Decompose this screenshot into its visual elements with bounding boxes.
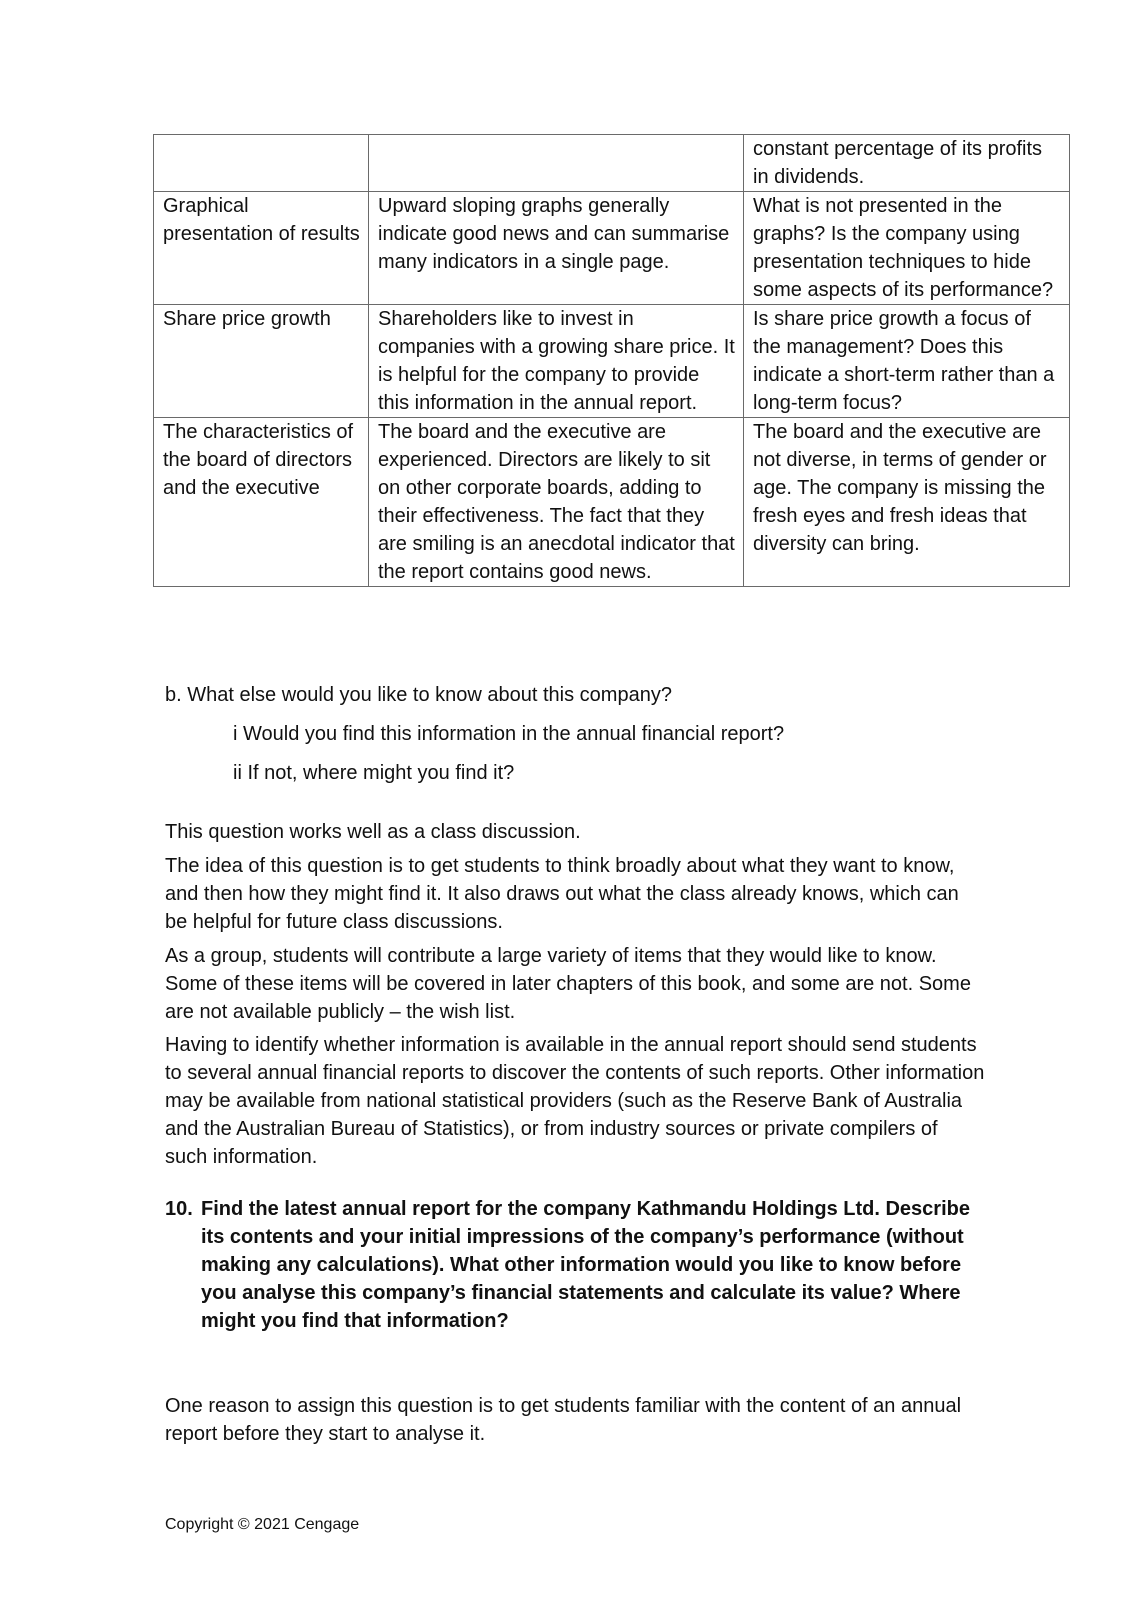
answer-paragraph: The idea of this question is to get students to think broadly about what they want to know, and then how they might find it. It also draws out what the class already knows, which can be helpful for future class discussions. <box>165 855 959 933</box>
evaluation-table <box>153 134 1070 587</box>
question-b: b. What else would you like to know about this company? <box>165 684 672 706</box>
table-cell <box>369 135 744 192</box>
table-cell: Is share price growth a focus of the management? Does this indicate a short-term rather than a long-term focus? <box>744 305 1070 418</box>
answer-paragraph: Having to identify whether information is available in the annual report should send students to several annual financial reports to discover the contents of such reports. Other information may be available from national statistical providers (such as the Reserve Bank of Australia and the Australian Bureau of Statistics), or from industry sources or private compilers of such information. <box>165 1034 985 1168</box>
table-cell: Graphical presentation of results <box>154 192 369 305</box>
table-cell: The characteristics of the board of directors and the executive <box>154 418 369 587</box>
question-text: Find the latest annual report for the company Kathmandu Holdings Ltd. Describe its contents and your initial impressions of the company’s performance (without making any calculations). What other information would you like to know before you analyse this company’s financial statements and calculate its value? Where might you find that information? <box>201 1198 970 1332</box>
answer-paragraph: As a group, students will contribute a large variety of items that they would like to know. Some of these items will be covered in later chapters of this book, and some are not. Some are not available publicly – the wish list. <box>165 945 971 1023</box>
table-row <box>154 135 1070 192</box>
table-cell: The board and the executive are not diverse, in terms of gender or age. The company is missing the fresh eyes and fresh ideas that diversity can bring. <box>744 418 1070 587</box>
copyright-footer: Copyright © 2021 Cengage <box>165 1516 360 1533</box>
table-cell: constant percentage of its profits in dividends. <box>744 135 1070 192</box>
answer-paragraph: This question works well as a class discussion. <box>165 821 581 843</box>
table-cell: Share price growth <box>154 305 369 418</box>
table-cell: The board and the executive are experienced. Directors are likely to sit on other corporate boards, adding to their effectiveness. The fact that they are smiling is an anecdotal indicator that the report contains good news. <box>369 418 744 587</box>
answer-paragraph: One reason to assign this question is to get students familiar with the content of an annual report before they start to analyse it. <box>165 1395 962 1445</box>
question-number: 10. <box>165 1198 193 1220</box>
table-cell <box>154 135 369 192</box>
table-cell: Shareholders like to invest in companies with a growing share price. It is helpful for the company to provide this information in the annual report. <box>369 305 744 418</box>
question-b-sub-i: i Would you find this information in the annual financial report? <box>233 723 785 745</box>
table-cell: What is not presented in the graphs? Is the company using presentation techniques to hide some aspects of its performance? <box>744 192 1070 305</box>
table-cell: Upward sloping graphs generally indicate good news and can summarise many indicators in a single page. <box>369 192 744 305</box>
table-row <box>154 305 1070 418</box>
table-row <box>154 418 1070 587</box>
table-row <box>154 192 1070 305</box>
question-10 <box>165 1195 985 1335</box>
question-b-sub-ii: ii If not, where might you find it? <box>233 762 515 784</box>
